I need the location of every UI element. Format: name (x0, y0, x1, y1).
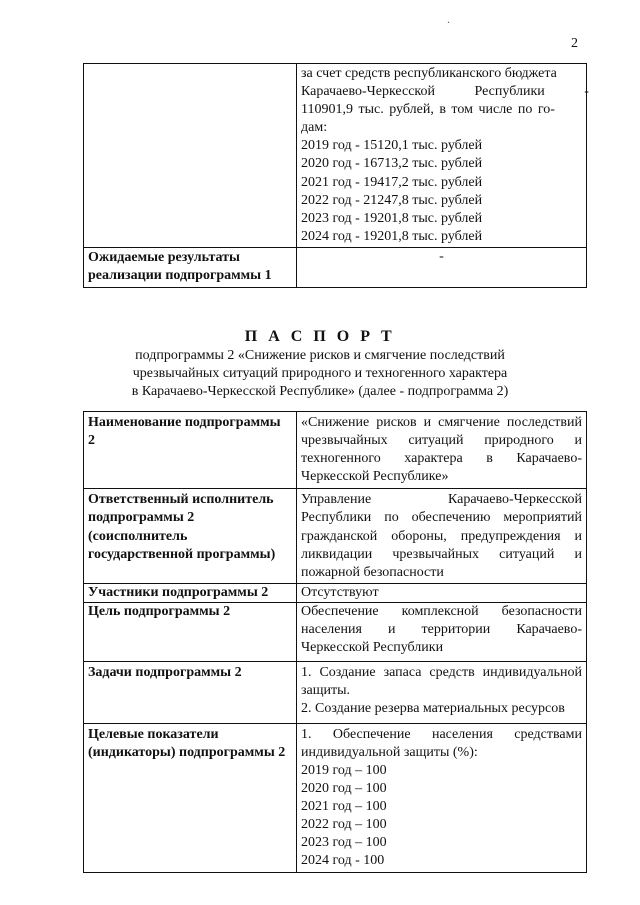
funding-line: 2021 год - 19417,2 тыс. рублей (301, 174, 483, 190)
funding-line: 2019 год - 15120,1 тыс. рублей (301, 138, 483, 154)
row-value: Обеспечение комплексной безопасности населения и территории Карачаево-Черкесской Республики (297, 602, 587, 661)
scan-mark: . (447, 12, 450, 26)
indicator-year: 2020 год – 100 (301, 780, 387, 796)
funding-cell (297, 64, 587, 248)
row-label: Участники подпрограммы 2 (84, 583, 297, 602)
funding-line: 2023 год - 19201,8 тыс. рублей (301, 210, 483, 226)
funding-line: 110901,9 тыс. рублей, в том числе по го- (301, 102, 555, 118)
table-row (84, 64, 587, 248)
subtitle-line: чрезвычайных ситуаций природного и техногенного характера (132, 366, 508, 381)
row-label: Ответственный исполнитель подпрограммы 2 (соисполнитель государственной программы) (84, 489, 297, 583)
row-value (297, 662, 587, 723)
row-value: Управление Карачаево-Черкесской Республики по обеспечению мероприятий гражданской обороны, предупреждения и ликвидации чрезвычайных ситуаций и пожарной безопасности (297, 489, 587, 583)
row-value: «Снижение рисков и смягчение последствий чрезвычайных ситуаций природного и техногенного характера в Карачаево-Черкесской Республике» (297, 412, 587, 489)
row-label: Наименование подпрограммы 2 (84, 412, 297, 489)
row-label: Цель подпрограммы 2 (84, 602, 297, 661)
table-row (84, 723, 587, 873)
indicator-year: 2019 год – 100 (301, 762, 387, 778)
table-row (84, 247, 587, 287)
page-number: 2 (571, 36, 578, 51)
indicator-year: 2022 год – 100 (301, 816, 387, 832)
indicator-title: 1. Обеспечение населения средствами индивидуальной защиты (%): (301, 726, 582, 760)
table-row (84, 662, 587, 723)
row-label: Задачи подпрограммы 2 (84, 662, 297, 723)
empty-label-cell (84, 64, 297, 248)
expected-results-value: - (297, 247, 587, 287)
funding-line: 2022 год - 21247,8 тыс. рублей (301, 192, 483, 208)
passport-table (83, 411, 587, 873)
row-label: Целевые показатели (индикаторы) подпрограммы 2 (84, 723, 297, 873)
passport-title: П А С П О Р Т (244, 328, 396, 345)
funding-line: 2024 год - 19201,8 тыс. рублей (301, 228, 483, 244)
subtitle-line: подпрограммы 2 «Снижение рисков и смягчение последствий (135, 348, 505, 363)
indicator-year: 2021 год – 100 (301, 798, 387, 814)
funding-line: дам: (301, 120, 328, 136)
task-item: 2. Создание резерва материальных ресурсов (301, 701, 565, 717)
row-value: Отсутствуют (297, 583, 587, 602)
expected-results-label: Ожидаемые результаты реализации подпрограммы 1 (84, 247, 297, 287)
indicator-year: 2024 год - 100 (301, 853, 385, 869)
funding-line: Карачаево-Черкесской Республики - (301, 84, 589, 100)
table-row (84, 412, 587, 489)
subtitle-line: в Карачаево-Черкесской Республике» (далее - подпрограмма 2) (131, 384, 509, 399)
table-row (84, 489, 587, 583)
indicator-year: 2023 год – 100 (301, 835, 387, 851)
funding-line: за счет средств республиканского бюджета (301, 66, 557, 81)
funding-table (83, 63, 587, 288)
task-item: 1. Создание запаса средств индивидуальной защиты. (301, 665, 582, 699)
passport-subtitle (0, 347, 640, 401)
table-row (84, 583, 587, 602)
row-value (297, 723, 587, 873)
table-row (84, 602, 587, 661)
funding-line: 2020 год - 16713,2 тыс. рублей (301, 156, 483, 172)
